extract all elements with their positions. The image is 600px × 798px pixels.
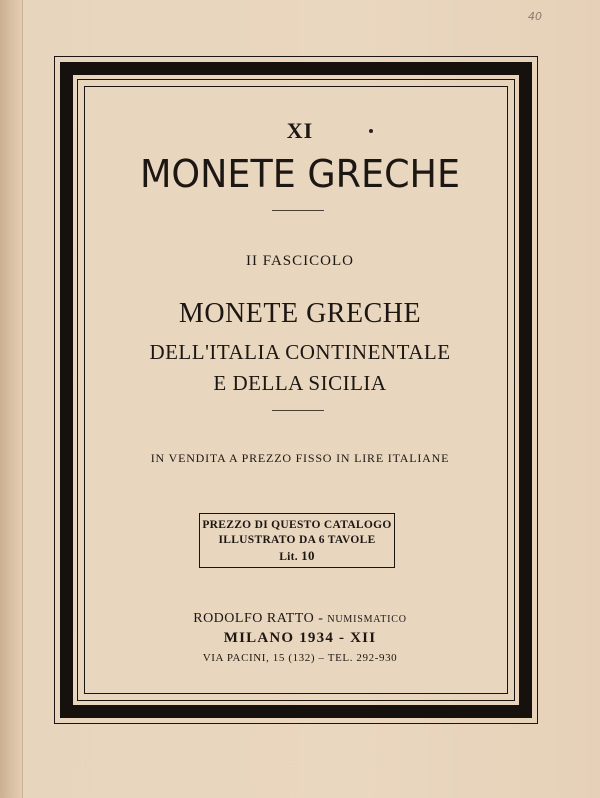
price-line-2: ILLUSTRATO DA 6 TAVOLE xyxy=(218,534,376,546)
price-currency: Lit. xyxy=(279,551,298,563)
fascicolo-label: II FASCICOLO xyxy=(246,253,354,269)
divider-rule-top xyxy=(272,210,324,211)
publisher-address: VIA PACINI, 15 (132) – TEL. 292-930 xyxy=(202,652,398,664)
publisher-line xyxy=(0,611,600,627)
price-amount: 10 xyxy=(301,548,315,563)
price-line-1: PREZZO DI QUESTO CATALOGO xyxy=(202,519,392,531)
price-box xyxy=(199,513,395,568)
subtitle-line-1: MONETE GRECHE xyxy=(178,298,422,329)
publisher-name: RODOLFO RATTO xyxy=(193,611,315,626)
price-line-3 xyxy=(202,548,392,565)
catalog-number: XI xyxy=(286,118,314,143)
publisher-separator: - xyxy=(314,611,328,626)
pencil-note: 40 xyxy=(528,10,542,23)
publisher-role: NUMISMATICO xyxy=(327,614,407,625)
sale-note: IN VENDITA A PREZZO FISSO IN LIRE ITALIANE xyxy=(150,451,450,465)
place-date: MILANO 1934 - XII xyxy=(223,630,377,646)
subtitle-line-2: DELL'ITALIA CONTINENTALE xyxy=(149,340,451,364)
subtitle-line-3: E DELLA SICILIA xyxy=(213,371,387,395)
divider-rule-bottom xyxy=(272,410,324,411)
catalog-title: MONETE GRECHE xyxy=(139,152,461,196)
